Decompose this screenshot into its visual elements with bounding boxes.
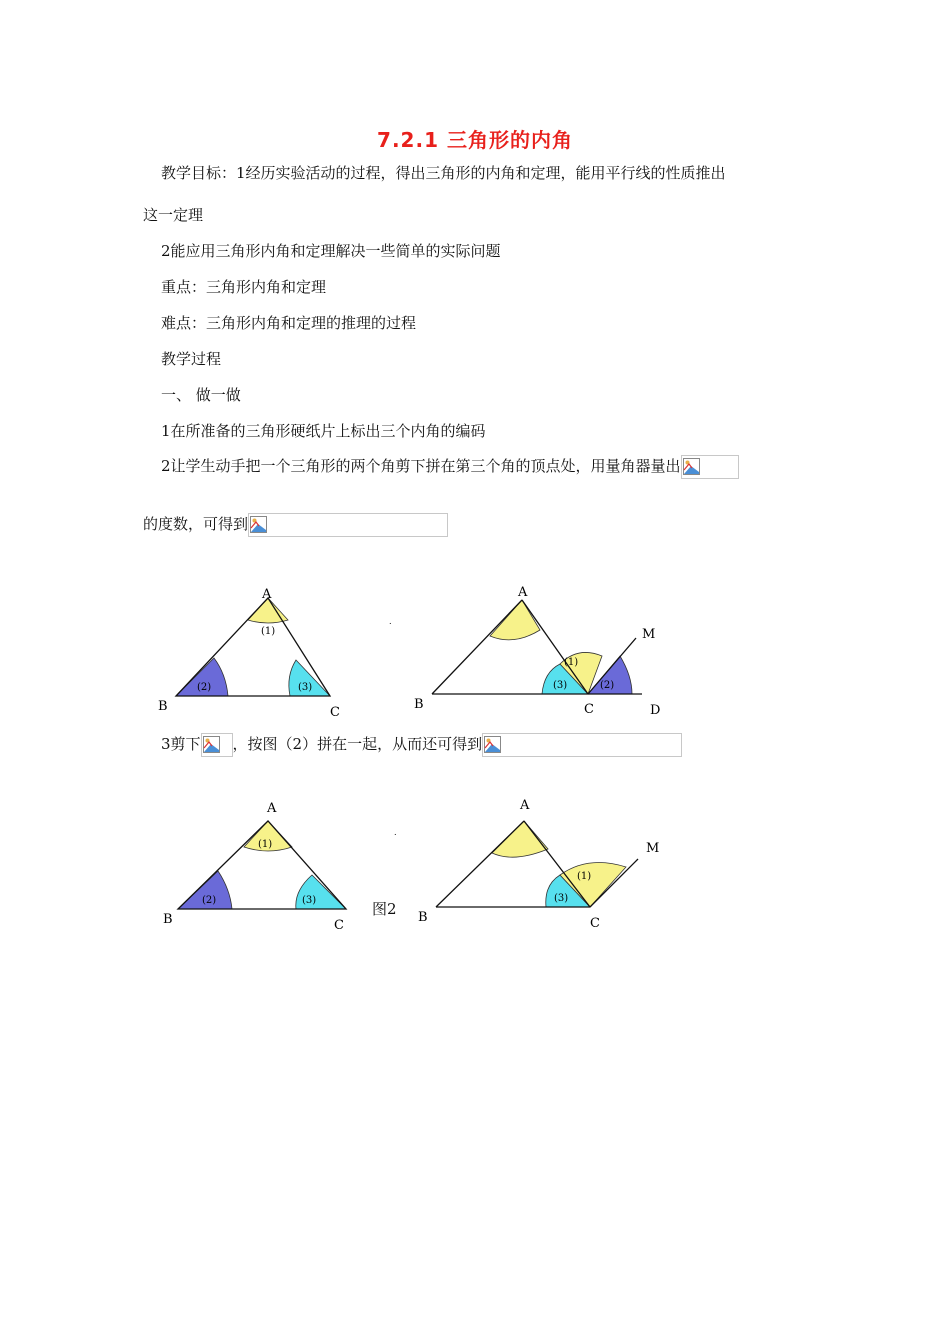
step-2-line (161, 455, 739, 479)
vertex-c-label: C (330, 705, 340, 720)
svg-text:A: A (267, 801, 277, 816)
svg-text:A: A (520, 798, 530, 813)
svg-text:M: M (646, 841, 660, 856)
goal-line-1-cont: 这一定理 (143, 206, 204, 224)
formula-image-4 (482, 733, 682, 757)
figure-2-caption: 图2 (372, 900, 397, 918)
triangle-abc-2 (163, 801, 346, 933)
svg-text:B: B (418, 910, 428, 925)
step-2-text: 2让学生动手把一个三角形的两个角剪下拼在第三个角的顶点处，用量角器量出 (161, 457, 681, 475)
step-3-text-a: 3剪下 (161, 735, 201, 753)
svg-text:A: A (518, 585, 528, 600)
angle-1-region-top (492, 821, 548, 857)
svg-text:.: . (394, 828, 397, 837)
page-title: 7.2.1 三角形的内角 (377, 128, 573, 152)
key-point: 重点：三角形内角和定理 (161, 278, 327, 296)
difficult-point: 难点：三角形内角和定理的推理的过程 (161, 314, 417, 332)
svg-text:(1): (1) (564, 657, 579, 668)
broken-image-icon (484, 736, 501, 753)
formula-image-3 (201, 733, 233, 757)
step-2-cont-text: 的度数，可得到 (143, 515, 249, 533)
figure-2 (150, 795, 690, 940)
triangle-abc-rearranged (414, 585, 660, 718)
svg-text:(3): (3) (554, 893, 569, 904)
angle-1-label: (1) (261, 626, 276, 637)
svg-text:B: B (414, 697, 424, 712)
formula-image-2 (248, 513, 448, 537)
svg-text:C: C (334, 918, 344, 933)
vertex-a-label: A (262, 587, 272, 602)
broken-image-icon (250, 516, 267, 533)
goal-line-2: 2能应用三角形内角和定理解决一些简单的实际问题 (161, 242, 501, 260)
step-3-text-b: ，按图（2）拼在一起，从而还可得到 (232, 735, 483, 753)
svg-text:.: . (389, 617, 392, 626)
process-heading: 教学过程 (161, 350, 222, 368)
step-3-line (161, 733, 682, 757)
vertex-m-label: M (642, 627, 656, 642)
step-1: 1在所准备的三角形硬纸片上标出三个内角的编码 (161, 422, 486, 440)
angle-1-region-top (490, 600, 540, 640)
vertex-b-label: B (158, 699, 168, 714)
step-2-cont-line (143, 513, 448, 537)
svg-text:(1): (1) (577, 871, 592, 882)
svg-text:(3): (3) (302, 895, 317, 906)
vertex-d-label: D (650, 703, 661, 718)
triangle-abc-2-rearranged (418, 798, 659, 931)
svg-text:C: C (590, 916, 600, 931)
svg-text:(1): (1) (258, 839, 273, 850)
goal-line-1: 教学目标：1经历实验活动的过程，得出三角形的内角和定理，能用平行线的性质推出 (161, 164, 726, 182)
svg-text:C: C (584, 702, 594, 717)
section-heading: 一、 做一做 (161, 386, 241, 404)
svg-text:(2): (2) (600, 680, 615, 691)
angle-3-label: (3) (298, 682, 313, 693)
triangle-abc (158, 587, 340, 720)
broken-image-icon (683, 458, 700, 475)
svg-text:B: B (163, 912, 173, 927)
formula-image-1 (681, 455, 739, 479)
svg-text:(3): (3) (553, 680, 568, 691)
svg-text:(2): (2) (202, 895, 217, 906)
broken-image-icon (203, 736, 220, 753)
angle-2-label: (2) (197, 682, 212, 693)
figure-1 (150, 578, 690, 723)
